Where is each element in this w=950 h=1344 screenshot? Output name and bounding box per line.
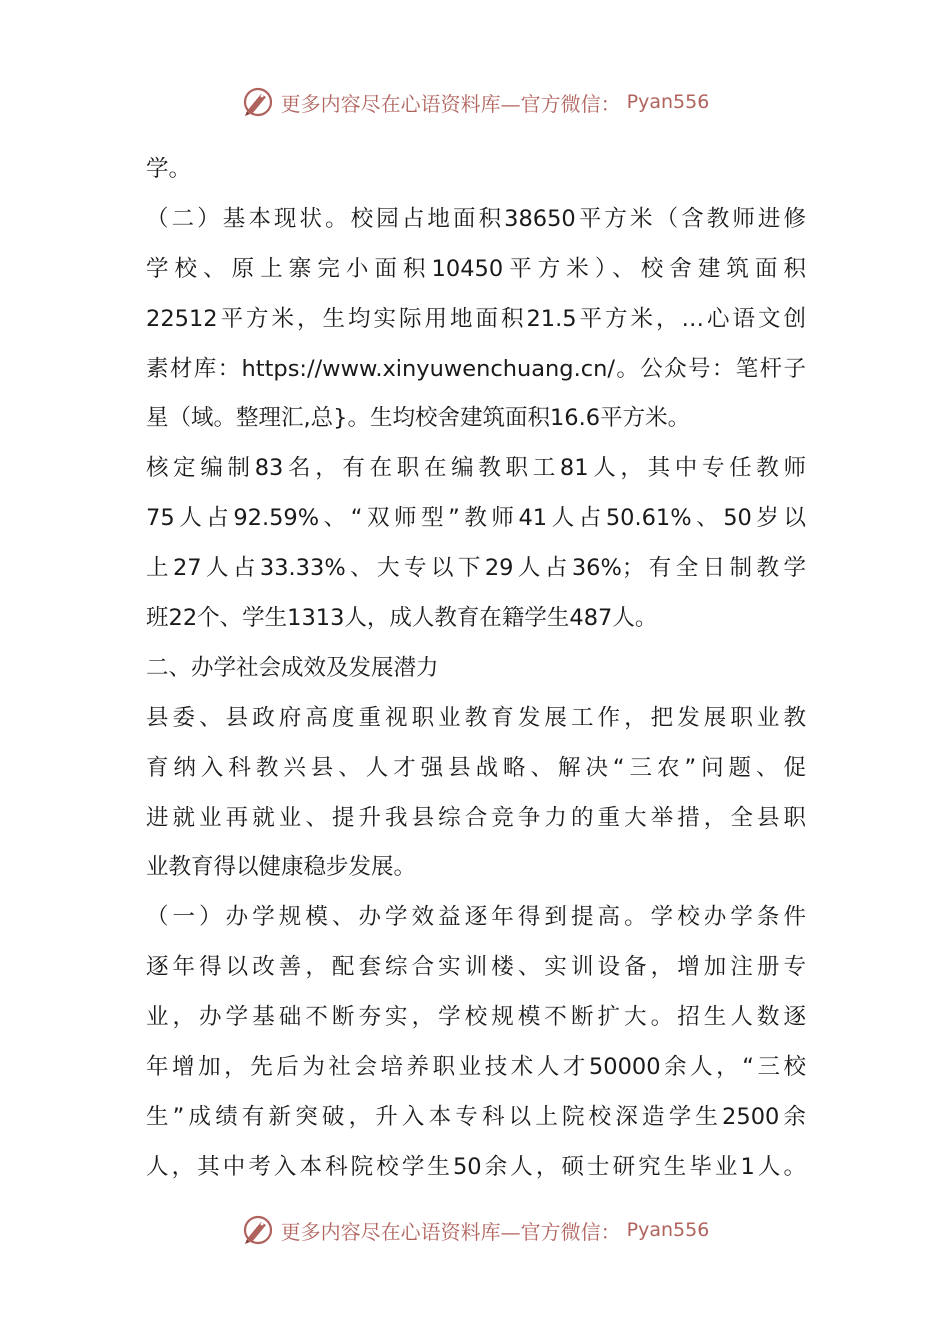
text-line: （一）办学规模、办学效益逐年得到提高。学校办学条件 (146, 904, 806, 931)
watermark-text: 更多内容尽在心语资料库—官方微信： (280, 1219, 621, 1244)
text-line: 星（域。整理汇,总}。生均校舍建筑面积16.6平方米。 (146, 405, 691, 432)
footer-watermark (0, 1210, 950, 1250)
text-line: 人，其中考入本科院校学生50余人，硕士研究生毕业1人。 (146, 1153, 806, 1180)
text-line: 班22个、学生1313人，成人教育在籍学生487人。 (146, 605, 658, 632)
header-watermark (0, 82, 950, 122)
text-line: 学。 (146, 156, 192, 182)
text-line: 进就业再就业、提升我县综合竞争力的重大举措，全县职 (146, 804, 806, 831)
text-line: 业，办学基础不断夯实，学校规模不断扩大。招生人数逐 (146, 1004, 806, 1031)
document-body (146, 145, 806, 1193)
text-line: 生”成绩有新突破，升入本专科以上院校深造学生2500余 (146, 1103, 806, 1130)
text-line: 素材库：https://www.xinyuwenchuang.cn/。公众号：笔杆子 (146, 355, 806, 382)
text-line: 二、办学社会成效及发展潜力 (146, 654, 439, 681)
text-line: 育纳入科教兴县、人才强县战略、解决“三农”问题、促 (146, 754, 806, 781)
watermark-wechat-id: Pyan556 (626, 91, 710, 113)
text-line: 核定编制83名，有在职在编教职工81人，其中专任教师 (146, 455, 806, 482)
text-line: 逐年得以改善，配套综合实训楼、实训设备，增加注册专 (146, 954, 806, 981)
text-line: 22512平方米，生均实际用地面积21.5平方米，…心语文创 (146, 305, 806, 332)
pen-logo-icon (241, 85, 275, 119)
text-line: 学校、原上寨完小面积10450平方米）、校舍建筑面积 (146, 255, 806, 282)
text-line: 县委、县政府高度重视职业教育发展工作，把发展职业教 (146, 704, 806, 731)
text-line: 年增加，先后为社会培养职业技术人才50000余人，“三校 (146, 1054, 806, 1081)
text-line: 业教育得以健康稳步发展。 (146, 854, 417, 881)
watermark-wechat-id: Pyan556 (626, 1219, 710, 1241)
pen-logo-icon (241, 1213, 275, 1247)
text-line: 75人占92.59%、“双师型”教师41人占50.61%、50岁以 (146, 505, 806, 532)
text-line: （二）基本现状。校园占地面积38650平方米（含教师进修 (146, 205, 806, 232)
text-line: 上27人占33.33%、大专以下29人占36%；有全日制教学 (146, 555, 806, 582)
watermark-text: 更多内容尽在心语资料库—官方微信： (280, 91, 621, 116)
